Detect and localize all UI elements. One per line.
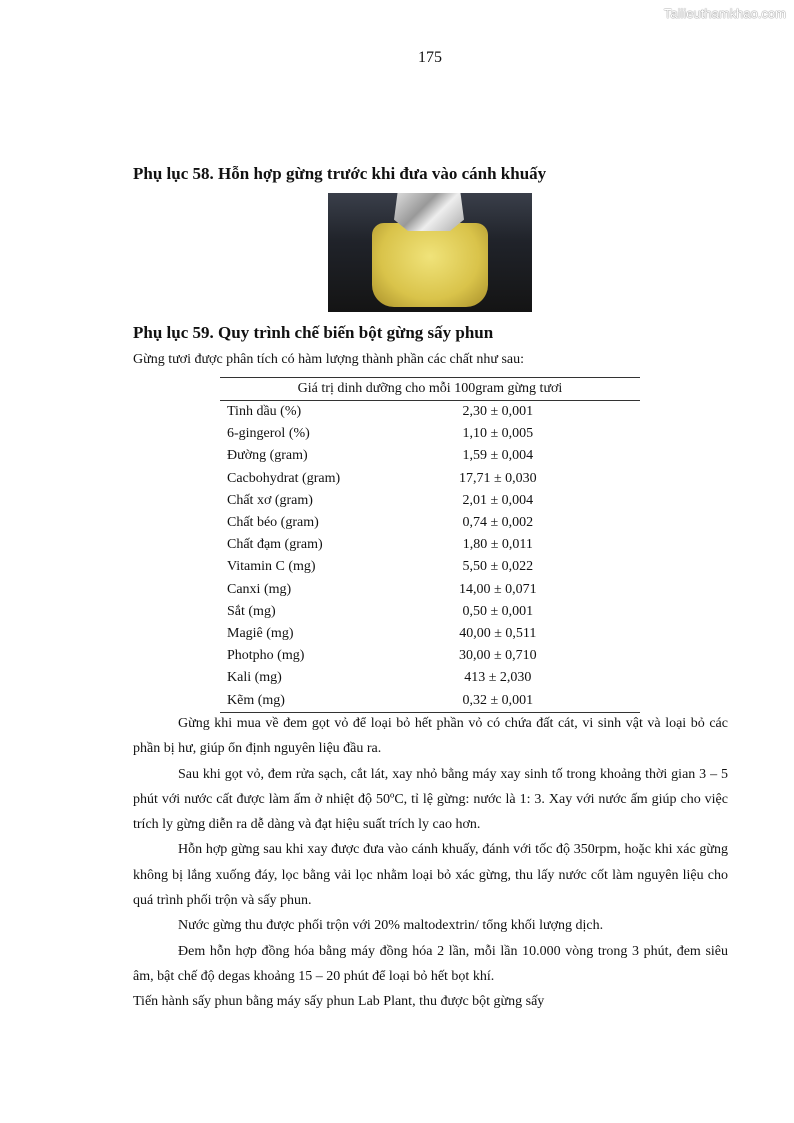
- table-row: [220, 445, 640, 467]
- nutrient-name: Đường (gram): [227, 448, 308, 464]
- nutrient-value: 2,30 ± 0,001: [462, 404, 534, 420]
- table-row: [220, 468, 640, 490]
- table-row: [220, 689, 640, 712]
- paragraph: Tiến hành sấy phun bằng máy sấy phun Lab Plant, thu được bột gừng sấy: [133, 994, 545, 1010]
- nutrient-value: 14,00 ± 0,071: [459, 581, 537, 597]
- nutrient-value: 0,50 ± 0,001: [462, 603, 534, 619]
- nutrient-name: Kali (mg): [227, 670, 282, 686]
- nutrient-name: Sắt (mg): [227, 603, 276, 619]
- jar-shape: [372, 223, 488, 307]
- table-row: [220, 623, 640, 645]
- intro-text: Gừng tươi được phân tích có hàm lượng thành phần các chất như sau:: [133, 352, 524, 367]
- nutrient-value: 0,32 ± 0,001: [416, 689, 640, 712]
- nutrient-name: Chất đạm (gram): [227, 537, 323, 553]
- heading-appendix-59: Phụ lục 59. Quy trình chế biến bột gừng sấy phun: [133, 323, 494, 342]
- table-row: [220, 534, 640, 556]
- nutrient-name: Tinh dầu (%): [227, 404, 302, 420]
- paragraph: Đem hỗn hợp đồng hóa bằng máy đồng hóa 2 lần, mỗi lần 10.000 vòng trong 3 phút, đem siêu âm, bật chế độ degas khoảng 15 – 20 phút để loại bỏ hết bọt khí.: [133, 943, 728, 984]
- nutrient-value: 2,01 ± 0,004: [462, 492, 534, 508]
- table-row: [220, 556, 640, 578]
- nutrient-value: 1,10 ± 0,005: [462, 426, 534, 442]
- nutrient-name: Cacbohydrat (gram): [227, 470, 341, 486]
- nutrient-name: Canxi (mg): [227, 581, 292, 597]
- table-row: [220, 601, 640, 623]
- nutrient-value: 30,00 ± 0,710: [459, 648, 537, 664]
- table-row: [220, 423, 640, 445]
- table-row: [220, 645, 640, 667]
- paragraph: Hỗn hợp gừng sau khi xay được đưa vào cánh khuấy, đánh với tốc độ 350rpm, hoặc khi xác gừng không bị lắng xuống đáy, lọc bằng vải lọc nhằm loại bỏ xác gừng, thu lấy nước cốt làm nguyên liệu cho quá trình phối trộn và sấy phun.: [133, 842, 728, 909]
- paragraph: Gừng khi mua về đem gọt vỏ để loại bỏ hết phần vỏ có chứa đất cát, vi sinh vật và loại bỏ các phần bị hư, giúp ổn định nguyên liệu đầu ra.: [133, 716, 728, 757]
- table-row: [220, 490, 640, 512]
- table-row: [220, 667, 640, 689]
- nutrient-value: 17,71 ± 0,030: [459, 470, 537, 486]
- paragraph: Nước gừng thu được phối trộn với 20% maltodextrin/ tổng khối lượng dịch.: [178, 918, 604, 934]
- nutrient-name: Photpho (mg): [227, 648, 305, 664]
- table-row: [220, 512, 640, 534]
- body-text: [133, 711, 728, 1015]
- watermark: Tailieuthamkhao.com: [663, 6, 786, 21]
- nutrient-name: 6-gingerol (%): [227, 426, 310, 442]
- nutrient-value: 0,74 ± 0,002: [462, 515, 534, 531]
- table-row: [220, 401, 640, 424]
- nutrient-value: 40,00 ± 0,511: [459, 625, 537, 641]
- paragraph: Sau khi gọt vỏ, đem rửa sạch, cắt lát, xay nhỏ bằng máy xay sinh tố trong khoảng thời gian 3 – 5 phút với nước cất được làm ấm ở nhiệt độ 50ºC, tỉ lệ gừng: nước là 1: 3. Xay với nước ấm giúp cho việc trích ly gừng diễn ra dễ dàng và đạt hiệu suất trích ly cao hơn.: [133, 766, 728, 833]
- ginger-mixture-photo: [328, 193, 532, 312]
- nutrition-table: [220, 377, 640, 713]
- nutrient-value: 5,50 ± 0,022: [462, 559, 534, 575]
- nutrient-name: Chất xơ (gram): [227, 492, 313, 508]
- nutrient-value: 1,80 ± 0,011: [462, 537, 533, 553]
- table-header: Giá trị dinh dưỡng cho mỗi 100gram gừng tươi: [220, 378, 640, 401]
- table-row: [220, 579, 640, 601]
- nutrient-name: Chất béo (gram): [227, 515, 319, 531]
- page-number: 175: [418, 49, 442, 66]
- nutrient-name: Kẽm (mg): [220, 689, 416, 712]
- nutrient-name: Magiê (mg): [227, 625, 294, 641]
- nutrient-value: 1,59 ± 0,004: [462, 448, 534, 464]
- nutrient-name: Vitamin C (mg): [227, 559, 316, 575]
- nutrient-value: 413 ± 2,030: [464, 670, 532, 686]
- foil-cover: [394, 193, 464, 231]
- heading-appendix-58: Phụ lục 58. Hỗn hợp gừng trước khi đưa vào cánh khuấy: [133, 164, 547, 183]
